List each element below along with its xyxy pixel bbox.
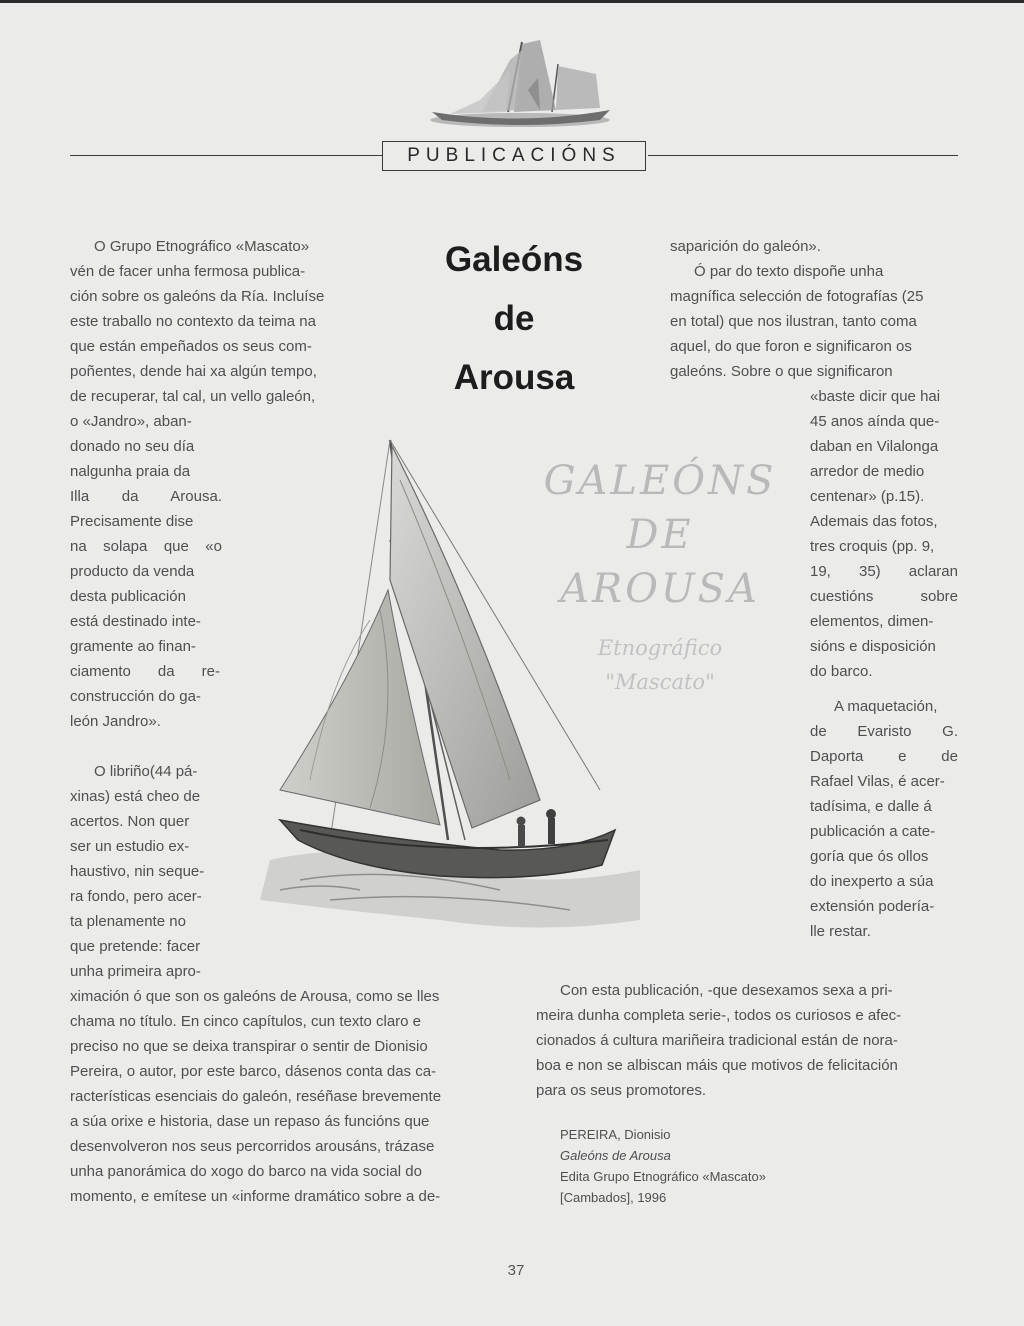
text-line: acertos. Non quer [70,813,190,830]
text-line: Ademais das fotos, [810,513,938,530]
text-line: daban en Vilalonga [810,438,939,455]
text-line: ta plenamente no [70,913,186,930]
text-line: Con esta publicación, -que desexamos sexa a pri- [560,982,893,999]
text-line: elementos, dimen- [810,613,934,630]
cover-title-line: GALEÓNS [543,458,777,504]
text-line: nalgunha praia da [70,463,191,480]
text-line: extensión podería- [810,898,935,915]
text-line: vén de facer unha fermosa publica- [70,263,306,280]
article-title-line: de [493,299,535,338]
page-top-edge [0,0,1024,3]
text-line: ximación ó que son os galeóns de Arousa, como se lles [70,988,440,1005]
text-line: na solapa que «o [70,538,222,555]
text-line: de recuperar, tal cal, un vello galeón, [70,388,316,405]
text-line: sións e disposición [810,638,936,655]
text-line: Rafael Vilas, é acer- [810,773,945,790]
text-line: do inexperto a súa [810,873,934,890]
text-line: poñentes, dende hai xa algún tempo, [70,363,317,380]
text-line: 19, 35) aclaran [810,563,958,580]
text-line: desta publicación [70,588,186,605]
text-line: meira dunha completa serie-, todos os curiosos e afec- [536,1007,902,1024]
text-line: ser un estudio ex- [70,838,190,855]
text-line: momento, e emítese un «informe dramático sobre a de- [70,1188,441,1205]
book-place-year: [Cambados], 1996 [560,1190,667,1205]
article-title [420,230,608,407]
text-line: unha primeira apro- [70,963,201,980]
text-line: este traballo no contexto da teima na [70,313,316,330]
text-line: racterísticas esenciais do galeón, reséñase brevemente [70,1088,442,1105]
book-author: PEREIRA, Dionisio [560,1127,671,1142]
cover-title-line: AROUSA [560,566,760,612]
text-line: que pretende: facer [70,938,201,955]
text-line: arredor de medio [810,463,925,480]
text-line: boa e non se albiscan máis que motivos de felicitación [536,1057,898,1074]
text-line: Daporta e de [810,748,958,765]
book-credits [560,1124,860,1208]
text-line: tadísima, e dalle á [810,798,932,815]
text-line: saparición do galeón». [670,238,821,255]
text-line: galeóns. Sobre o que significaron [670,363,893,380]
text-line: desenvolveron nos seus percorridos arousáns, trázase [70,1138,435,1155]
text-line: de Evaristo G. [810,723,958,740]
text-line: tres croquis (pp. 9, [810,538,935,555]
sailboat-icon [410,30,620,130]
text-line: preciso no que se deixa transpirar o sentir de Dionisio [70,1038,428,1055]
section-rule-left [70,155,382,156]
text-line: en total) que nos ilustran, tanto coma [670,313,917,330]
text-line: león Jandro». [70,713,161,730]
text-line: está destinado inte- [70,613,201,630]
section-label: PUBLICACIÓNS [382,141,646,171]
text-line: Pereira, o autor, por este barco, dásenos conta das ca- [70,1063,437,1080]
text-line: construcción do ga- [70,688,201,705]
text-line: magnífica selección de fotografías (25 [670,288,924,305]
text-line: Ó par do texto dispoñe unha [694,263,884,280]
text-line: lle restar. [810,923,871,940]
text-line: publicación a cate- [810,823,936,840]
text-line: Precisamente dise [70,513,194,530]
text-line: producto da venda [70,563,195,580]
text-line: o «Jandro», aban- [70,413,192,430]
page-number: 37 [507,1262,525,1279]
article-column-3 [670,234,960,944]
text-line: cionados á cultura mariñeira tradicional están de nora- [536,1032,898,1049]
text-line: aquel, do que foron e significaron os [670,338,912,355]
text-line: O libriño(44 pá- [94,763,198,780]
text-line: centenar» (p.15). [810,488,925,505]
article-column-1 [70,234,360,734]
text-line: gramente ao finan- [70,638,196,655]
article-column-bottom-right [536,978,960,1103]
text-line: para os seus promotores. [536,1082,707,1099]
section-rule-right [648,155,958,156]
article-title-line: Galeóns [444,240,584,279]
text-line: O Grupo Etnográfico «Mascato» [94,238,310,255]
cover-publisher-line: Etnográfico [597,636,723,660]
text-line: unha panorámica do xogo do barco na vida social do [70,1163,422,1180]
text-line: ra fondo, pero acer- [70,888,202,905]
article-title-line: Arousa [453,358,575,397]
text-line: cuestións sobre [810,588,958,605]
book-publisher: Edita Grupo Etnográfico «Mascato» [560,1169,766,1184]
text-line: A maquetación, [834,698,938,715]
text-line: ción sobre os galeóns da Ría. Incluíse [70,288,325,305]
text-line: Illa da Arousa. [70,488,222,505]
text-line: ciamento da re- [70,663,220,680]
text-line: donado no seu día [70,438,195,455]
text-line: haustivo, nin seque- [70,863,205,880]
cover-title-line: DE [626,512,694,558]
text-line: a súa orixe e historia, dase un repaso ás funcións que [70,1113,430,1130]
article-column-1b [70,759,230,984]
cover-publisher-line: "Mascato" [605,670,715,694]
article-column-bottom-left [70,984,500,1209]
book-title: Galeóns de Arousa [560,1148,671,1163]
text-line: do barco. [810,663,873,680]
text-line: «baste dicir que hai [810,388,941,405]
text-line: xinas) está cheo de [70,788,201,805]
text-line: chama no título. En cinco capítulos, cun texto claro e [70,1013,422,1030]
text-line: que están empeñados os seus com- [70,338,312,355]
text-line: goría que ós ollos [810,848,929,865]
text-line: 45 anos aínda que- [810,413,940,430]
